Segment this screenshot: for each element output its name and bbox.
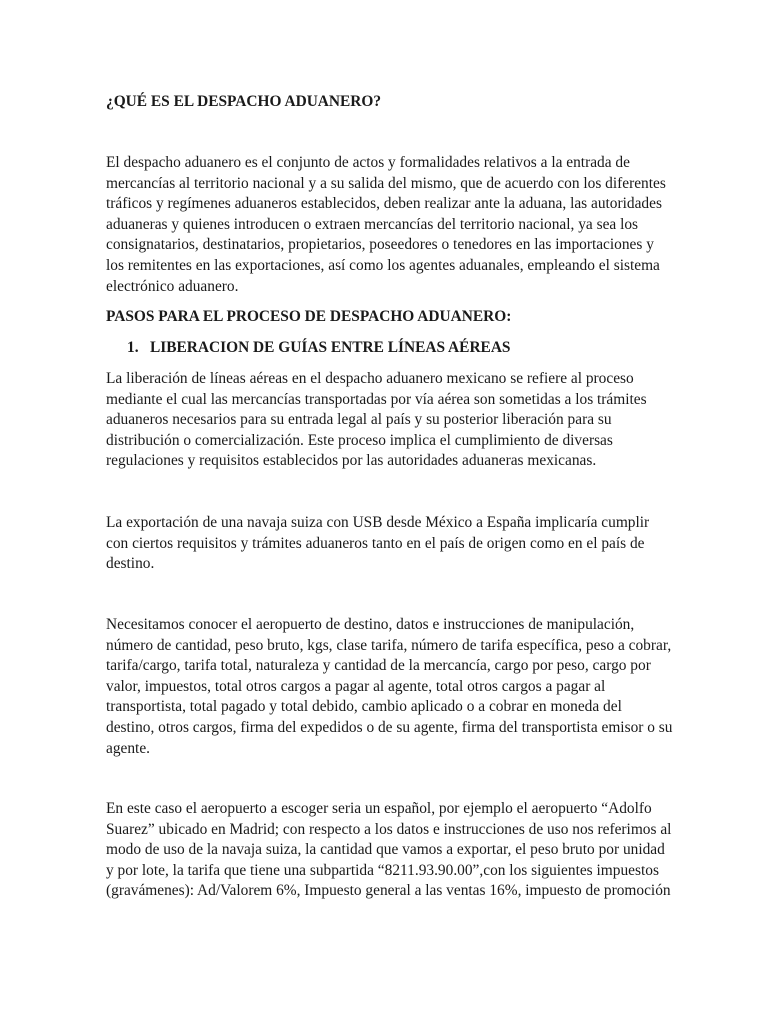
paragraph-line: (gravámenes): Ad/Valorem 6%, Impuesto general a las ventas 16%, impuesto de promoción xyxy=(106,882,671,900)
steps-heading xyxy=(106,307,666,328)
title-text: ¿QUÉ ES EL DESPACHO ADUANERO? xyxy=(106,93,382,110)
paragraph-line: mediante el cual las mercancías transportadas por vía aérea son sometidas a los trámites xyxy=(106,390,647,408)
paragraph-line: La exportación de una navaja suiza con USB desde México a España implicaría cumplir xyxy=(106,514,650,531)
paragraph-line: tarifa/cargo, tarifa total, naturaleza y cantidad de la mercancía, cargo por peso, cargo por xyxy=(106,657,651,675)
intro-line: El despacho aduanero es el conjunto de actos y formalidades relativos a la entrada de xyxy=(106,154,630,171)
paragraph-line: con ciertos requisitos y trámites aduaneros tanto en el país de origen como en el país de xyxy=(106,534,645,552)
step-label: LIBERACION DE GUÍAS ENTRE LÍNEAS AÉREAS xyxy=(150,339,511,356)
intro-line: mercancías al territorio nacional y a su salida del mismo, que de acuerdo con los diferentes xyxy=(106,174,666,192)
paragraph-line: Necesitamos conocer el aeropuerto de destino, datos e instrucciones de manipulación, xyxy=(106,616,635,633)
intro-line: consignatarios, destinatarios, propietarios, poseedores o tenedores en las importaciones y xyxy=(106,236,654,254)
paragraph-line: transportista, total pagado y total debido, cambio aplicado o a cobrar en moneda del xyxy=(106,698,622,716)
paragraph-line: destino. xyxy=(106,555,155,573)
paragraph-line: número de cantidad, peso bruto, kgs, clase tarifa, número de tarifa específica, peso a cobrar, xyxy=(106,636,672,654)
paragraph-line: regulaciones y requisitos establecidos por las autoridades aduaneras mexicanas. xyxy=(106,452,597,470)
document-title xyxy=(106,92,666,113)
paragraph-line: modo de uso de la navaja suiza, la cantidad que vamos a exportar, el peso bruto por unidad xyxy=(106,841,665,859)
paragraph-line: y por lote, la tarifa que tiene una subpartida “8211.93.90.00”,con los siguientes impuestos xyxy=(106,861,659,879)
paragraph-exportacion xyxy=(106,513,666,575)
paragraph-requisitos xyxy=(106,615,673,759)
intro-line: tráficos y regímenes aduaneros establecidos, deben realizar ante la aduana, las autoridades xyxy=(106,195,662,213)
paragraph-line: Suarez” ubicado en Madrid; con respecto a los datos e instrucciones de uso nos referimos al xyxy=(106,820,672,838)
step-1-heading xyxy=(127,338,511,359)
paragraph-line: En este caso el aeropuerto a escoger seria un español, por ejemplo el aeropuerto “Adolfo xyxy=(106,800,652,817)
paragraph-line: aduaneros necesarios para su entrada legal al país y su posterior liberación para su xyxy=(106,411,612,429)
paragraph-line: agente. xyxy=(106,739,151,757)
intro-line: aduaneras y quienes introducen o extraen mercancías del territorio nacional, ya sea los xyxy=(106,215,639,233)
paragraph-line: distribución o comercialización. Este proceso implica el cumplimiento de diversas xyxy=(106,431,613,449)
steps-heading-text: PASOS PARA EL PROCESO DE DESPACHO ADUANERO: xyxy=(106,308,512,325)
paragraph-aeropuerto xyxy=(106,799,672,902)
intro-line: los remitentes en las exportaciones, así como los agentes aduanales, empleando el sistema xyxy=(106,256,660,274)
intro-paragraph xyxy=(106,153,666,297)
intro-line: electrónico aduanero. xyxy=(106,277,239,295)
paragraph-line: valor, impuestos, total otros cargos a pagar al agente, total otros cargos a pagar al xyxy=(106,677,606,695)
paragraph-line: destino, otros cargos, firma del expedidos o de su agente, firma del transportista emisor o su xyxy=(106,718,673,736)
paragraph-line: La liberación de líneas aéreas en el despacho aduanero mexicano se refiere al proceso xyxy=(106,370,634,387)
step-number: 1. xyxy=(127,339,139,356)
paragraph-liberacion xyxy=(106,369,666,472)
